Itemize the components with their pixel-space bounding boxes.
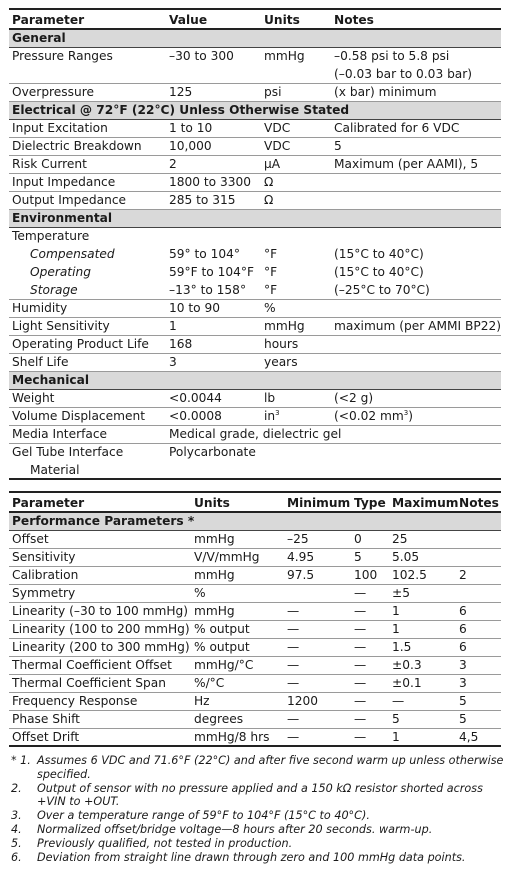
cell-notes: (<2 g) xyxy=(334,391,374,405)
table-row xyxy=(9,318,501,336)
cell-parameter: Calibration xyxy=(12,568,79,582)
cell-units: mmHg xyxy=(194,604,235,618)
cell-parameter: Overpressure xyxy=(12,85,94,99)
table-row xyxy=(9,657,501,675)
header-minimum: Minimum xyxy=(287,496,351,510)
header-value: Value xyxy=(169,13,208,27)
cell-type: 100 xyxy=(354,568,378,582)
cell-notes: –0.58 psi to 5.8 psi xyxy=(334,49,450,63)
cell-maximum: 1 xyxy=(392,730,400,744)
cell-value: –13° to 158° xyxy=(169,283,247,297)
footnote xyxy=(11,837,507,851)
cell-parameter: Offset Drift xyxy=(12,730,80,744)
table-row xyxy=(9,603,501,621)
cell-units: % output xyxy=(194,622,250,636)
cell-minimum: — xyxy=(287,640,300,654)
footnote-text: Normalized offset/bridge voltage—8 hours after 20 seconds. warm-up. xyxy=(37,822,433,836)
cell-parameter: Linearity (200 to 300 mmHg) xyxy=(12,640,190,654)
table-row xyxy=(9,300,501,318)
units-superscript: 3 xyxy=(275,409,280,417)
cell-parameter: Media Interface xyxy=(12,427,108,441)
footnote-number: 2. xyxy=(11,781,22,795)
cell-maximum: ±0.3 xyxy=(392,658,422,672)
table-row xyxy=(9,693,501,711)
cell-notes: 3 xyxy=(459,676,467,690)
table-row xyxy=(9,156,501,174)
header-units: Units xyxy=(194,496,230,510)
cell-notes: 5 xyxy=(459,712,467,726)
cell-parameter: Shelf Life xyxy=(12,355,69,369)
cell-parameter: Input Impedance xyxy=(12,175,116,189)
cell-value: –30 to 300 xyxy=(169,49,234,63)
cell-units: degrees xyxy=(194,712,244,726)
table-row xyxy=(9,711,501,729)
table-row xyxy=(9,426,501,444)
cell-notes xyxy=(334,409,413,424)
cell-minimum: — xyxy=(287,676,300,690)
cell-type: — xyxy=(354,586,367,600)
cell-minimum: 1200 xyxy=(287,694,319,708)
cell-parameter: Sensitivity xyxy=(12,550,76,564)
cell-parameter: Offset xyxy=(12,532,49,546)
cell-parameter: Gel Tube Interface xyxy=(12,445,124,459)
section-title: Electrical @ 72°F (22°C) Unless Otherwise Stated xyxy=(12,103,350,117)
footnote xyxy=(11,823,507,837)
cell-notes: 6 xyxy=(459,604,467,618)
cell-units: V/V/mmHg xyxy=(194,550,260,564)
cell-value: <0.0044 xyxy=(169,391,222,405)
cell-type: — xyxy=(354,640,367,654)
header-parameter: Parameter xyxy=(12,13,85,27)
footnote-number: 6. xyxy=(11,850,22,864)
cell-parameter: Phase Shift xyxy=(12,712,80,726)
notes-text: (<0.02 mm xyxy=(334,409,404,423)
table-row xyxy=(9,444,501,462)
cell-units: mmHg/8 hrs xyxy=(194,730,270,744)
cell-parameter: Storage xyxy=(30,283,78,297)
table-row xyxy=(9,246,501,264)
footnote-number: * 1. xyxy=(11,754,31,767)
cell-notes: (15°C to 40°C) xyxy=(334,247,424,261)
cell-parameter: Output Impedance xyxy=(12,193,127,207)
cell-units: VDC xyxy=(264,139,291,153)
cell-value: 10 to 90 xyxy=(169,301,220,315)
cell-parameter: Temperature xyxy=(12,229,90,243)
table-row xyxy=(9,585,501,603)
cell-maximum: 1 xyxy=(392,604,400,618)
cell-parameter: Weight xyxy=(12,391,55,405)
cell-units: Ω xyxy=(264,193,274,207)
table-row xyxy=(9,675,501,693)
cell-parameter: Thermal Coefficient Span xyxy=(12,676,166,690)
cell-parameter: Thermal Coefficient Offset xyxy=(12,658,172,672)
cell-units: °F xyxy=(264,247,278,261)
cell-maximum: 25 xyxy=(392,532,408,546)
cell-units: psi xyxy=(264,85,282,99)
performance-table xyxy=(9,491,501,747)
cell-minimum: — xyxy=(287,730,300,744)
cell-maximum: 102.5 xyxy=(392,568,427,582)
cell-value: Medical grade, dielectric gel xyxy=(169,427,342,441)
table-row xyxy=(9,174,501,192)
cell-value: 3 xyxy=(169,355,177,369)
cell-units: Ω xyxy=(264,175,274,189)
cell-notes: 5 xyxy=(459,694,467,708)
cell-units: mmHg xyxy=(264,49,305,63)
cell-value: 168 xyxy=(169,337,193,351)
cell-parameter: Material xyxy=(30,463,80,477)
header-units: Units xyxy=(264,13,300,27)
table-row xyxy=(9,84,501,102)
footnote-text: Deviation from straight line drawn through zero and 100 mmHg data points. xyxy=(37,850,466,864)
cell-notes: maximum (per AMMI BP22) xyxy=(334,319,501,333)
cell-minimum: 4.95 xyxy=(287,550,315,564)
cell-minimum: — xyxy=(287,658,300,672)
cell-units: °F xyxy=(264,265,278,279)
cell-units: % xyxy=(264,301,276,315)
footnote-text: Previously qualified, not tested in production. xyxy=(37,836,293,850)
cell-maximum: 5.05 xyxy=(392,550,420,564)
cell-units: mmHg xyxy=(264,319,305,333)
cell-units: °F xyxy=(264,283,278,297)
cell-parameter: Light Sensitivity xyxy=(12,319,110,333)
cell-value: Polycarbonate xyxy=(169,445,256,459)
cell-notes: 4,5 xyxy=(459,730,479,744)
footnote-number: 5. xyxy=(11,836,22,850)
cell-parameter: Compensated xyxy=(30,247,115,261)
table-header xyxy=(9,491,501,513)
cell-parameter: Volume Displacement xyxy=(12,409,145,423)
cell-units: % xyxy=(194,586,206,600)
section-mechanical xyxy=(9,372,501,390)
section-title: Performance Parameters * xyxy=(12,514,195,528)
cell-value: <0.0008 xyxy=(169,409,222,423)
cell-parameter: Input Excitation xyxy=(12,121,108,135)
table-row xyxy=(9,120,501,138)
cell-type: 0 xyxy=(354,532,362,546)
header-notes: Notes xyxy=(459,496,499,510)
footnote xyxy=(11,754,507,782)
cell-units: mmHg/°C xyxy=(194,658,254,672)
cell-value: 59°F to 104°F xyxy=(169,265,254,279)
footnote xyxy=(11,809,507,823)
cell-maximum: ±5 xyxy=(392,586,410,600)
table-row xyxy=(9,282,501,300)
table-row xyxy=(9,228,501,246)
cell-maximum: 5 xyxy=(392,712,400,726)
cell-type: — xyxy=(354,712,367,726)
cell-parameter: Risk Current xyxy=(12,157,87,171)
cell-units: hours xyxy=(264,337,299,351)
table-row-continued xyxy=(9,66,501,84)
section-general xyxy=(9,30,501,48)
cell-units xyxy=(264,409,280,424)
section-title: Mechanical xyxy=(12,373,89,387)
cell-minimum: — xyxy=(287,622,300,636)
cell-notes: 6 xyxy=(459,622,467,636)
cell-parameter: Pressure Ranges xyxy=(12,49,113,63)
cell-type: — xyxy=(354,694,367,708)
notes-text-end: ) xyxy=(408,409,413,423)
cell-type: — xyxy=(354,676,367,690)
cell-maximum: ±0.1 xyxy=(392,676,422,690)
cell-type: — xyxy=(354,622,367,636)
cell-notes: Calibrated for 6 VDC xyxy=(334,121,460,135)
cell-value: 59° to 104° xyxy=(169,247,240,261)
cell-units: VDC xyxy=(264,121,291,135)
cell-maximum: 1.5 xyxy=(392,640,412,654)
specifications-table xyxy=(9,8,501,480)
section-title: Environmental xyxy=(12,211,113,225)
cell-units: μA xyxy=(264,157,281,171)
cell-notes: 2 xyxy=(459,568,467,582)
cell-units: years xyxy=(264,355,298,369)
cell-notes: 5 xyxy=(334,139,342,153)
cell-parameter: Linearity (–30 to 100 mmHg) xyxy=(12,604,189,618)
cell-notes: (–0.03 bar to 0.03 bar) xyxy=(334,67,473,81)
table-row xyxy=(9,549,501,567)
footnote-number: 4. xyxy=(11,822,22,836)
header-parameter: Parameter xyxy=(12,496,85,510)
section-electrical xyxy=(9,102,501,120)
cell-notes: (–25°C to 70°C) xyxy=(334,283,430,297)
cell-units: mmHg xyxy=(194,568,235,582)
table-row xyxy=(9,408,501,426)
header-maximum: Maximum xyxy=(392,496,459,510)
cell-units: lb xyxy=(264,391,276,405)
cell-value: 1 to 10 xyxy=(169,121,213,135)
table-row-continued xyxy=(9,462,501,480)
table-row xyxy=(9,48,501,66)
cell-value: 2 xyxy=(169,157,177,171)
footnote-text: Assumes 6 VDC and 71.6°F (22°C) and after five second warm up unless otherwise specified. xyxy=(37,754,504,781)
cell-units: % output xyxy=(194,640,250,654)
cell-type: — xyxy=(354,730,367,744)
cell-parameter: Symmetry xyxy=(12,586,76,600)
units-text: in xyxy=(264,409,276,423)
cell-notes: Maximum (per AAMI), 5 xyxy=(334,157,479,171)
footnote-text: Output of sensor with no pressure applied and a 150 kΩ resistor shorted across +VIN to +OUT. xyxy=(37,781,483,809)
footnote-text: Over a temperature range of 59°F to 104°F (15°C to 40°C). xyxy=(37,809,370,823)
cell-parameter: Frequency Response xyxy=(12,694,138,708)
cell-value: 285 to 315 xyxy=(169,193,236,207)
section-title: General xyxy=(12,31,66,45)
cell-minimum: — xyxy=(287,712,300,726)
cell-maximum: — xyxy=(392,694,405,708)
cell-type: — xyxy=(354,604,367,618)
cell-minimum: –25 xyxy=(287,532,309,546)
cell-notes: 6 xyxy=(459,640,467,654)
notes-superscript: 3 xyxy=(403,409,409,417)
table-row xyxy=(9,336,501,354)
cell-value: 1 xyxy=(169,319,177,333)
footnote xyxy=(11,851,507,865)
footnote-number: 3. xyxy=(11,809,22,823)
section-performance xyxy=(9,513,501,531)
cell-parameter: Linearity (100 to 200 mmHg) xyxy=(12,622,190,636)
cell-notes: 3 xyxy=(459,658,467,672)
table-row xyxy=(9,138,501,156)
table-row xyxy=(9,354,501,372)
table-row xyxy=(9,192,501,210)
header-type: Type xyxy=(354,496,386,510)
cell-units: %/°C xyxy=(194,676,225,690)
cell-units: mmHg xyxy=(194,532,235,546)
footnotes xyxy=(11,754,507,864)
cell-type: — xyxy=(354,658,367,672)
cell-parameter: Operating Product Life xyxy=(12,337,149,351)
table-row xyxy=(9,531,501,549)
footnote xyxy=(11,782,507,810)
table-row xyxy=(9,621,501,639)
table-row xyxy=(9,390,501,408)
table-row xyxy=(9,639,501,657)
cell-notes: (15°C to 40°C) xyxy=(334,265,424,279)
table-row xyxy=(9,729,501,747)
cell-units: Hz xyxy=(194,694,210,708)
cell-value: 10,000 xyxy=(169,139,212,153)
cell-parameter: Operating xyxy=(30,265,91,279)
cell-maximum: 1 xyxy=(392,622,400,636)
header-notes: Notes xyxy=(334,13,374,27)
performance-rows xyxy=(9,531,501,747)
cell-parameter: Humidity xyxy=(12,301,68,315)
cell-value: 1800 to 3300 xyxy=(169,175,252,189)
cell-value: 125 xyxy=(169,85,193,99)
cell-type: 5 xyxy=(354,550,362,564)
cell-minimum: 97.5 xyxy=(287,568,315,582)
section-environmental xyxy=(9,210,501,228)
cell-minimum: — xyxy=(287,604,300,618)
table-header xyxy=(9,8,501,30)
cell-parameter: Dielectric Breakdown xyxy=(12,139,142,153)
cell-notes: (x bar) minimum xyxy=(334,85,437,99)
table-row xyxy=(9,264,501,282)
table-row xyxy=(9,567,501,585)
